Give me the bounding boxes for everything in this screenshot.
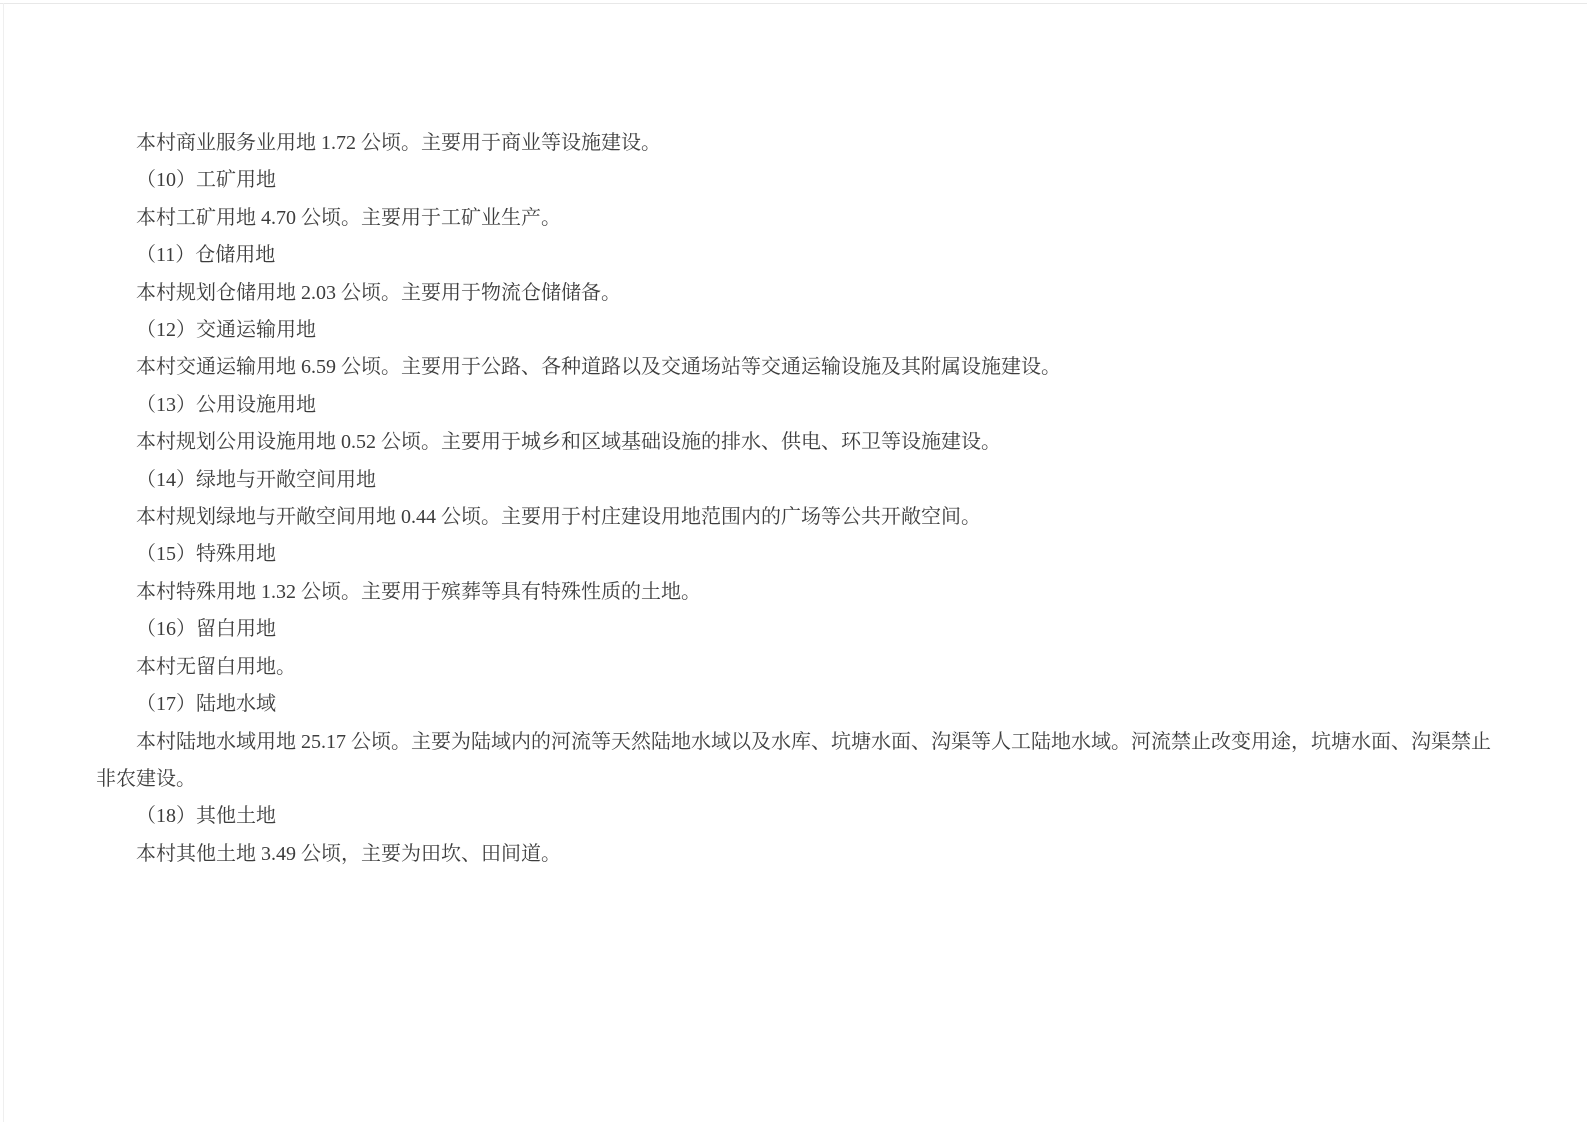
heading-10-industrial-mining-land: （10）工矿用地	[136, 169, 276, 192]
heading-14-green-open-space-land: （14）绿地与开敞空间用地	[136, 468, 376, 491]
paragraph-other-land: 本村其他土地 3.49 公顷，主要为田坎、田间道。	[136, 842, 561, 865]
paragraph-commercial-services-land: 本村商业服务业用地 1.72 公顷。主要用于商业等设施建设。	[136, 132, 661, 154]
heading-12-transportation-land: （12）交通运输用地	[136, 319, 316, 342]
heading-15-special-land: （15）特殊用地	[136, 543, 276, 566]
document-body	[96, 125, 1492, 873]
heading-17-inland-water: （17）陆地水域	[136, 693, 276, 716]
heading-11-warehouse-land: （11）仓储用地	[136, 244, 276, 267]
heading-18-other-land: （18）其他土地	[136, 805, 276, 828]
page-top-edge-line	[0, 3, 1587, 4]
paragraph-special-land: 本村特殊用地 1.32 公顷。主要用于殡葬等具有特殊性质的土地。	[136, 580, 701, 603]
paragraph-warehouse-land: 本村规划仓储用地 2.03 公顷。主要用于物流仓储储备。	[136, 281, 621, 304]
heading-16-reserved-white-land: （16）留白用地	[136, 618, 276, 641]
paragraph-inland-water-line-2: 非农建设。	[96, 767, 196, 790]
paragraph-inland-water-line-1: 本村陆地水域用地 25.17 公顷。主要为陆域内的河流等天然陆地水域以及水库、坑塘水面、沟渠等人工陆地水域。河流禁止改变用途，坑塘水面、沟渠禁止	[136, 730, 1491, 753]
paragraph-reserved-white-land: 本村无留白用地。	[136, 655, 296, 678]
heading-13-public-utilities-land: （13）公用设施用地	[136, 393, 316, 416]
paragraph-public-utilities-land: 本村规划公用设施用地 0.52 公顷。主要用于城乡和区域基础设施的排水、供电、环卫等设施建设。	[136, 431, 1001, 454]
paragraph-industrial-mining-land: 本村工矿用地 4.70 公顷。主要用于工矿业生产。	[136, 206, 561, 229]
page-left-edge-line	[3, 3, 4, 1122]
paragraph-transportation-land: 本村交通运输用地 6.59 公顷。主要用于公路、各种道路以及交通场站等交通运输设施及其附属设施建设。	[136, 356, 1061, 379]
paragraph-green-open-space-land: 本村规划绿地与开敞空间用地 0.44 公顷。主要用于村庄建设用地范围内的广场等公共开敞空间。	[136, 506, 981, 529]
